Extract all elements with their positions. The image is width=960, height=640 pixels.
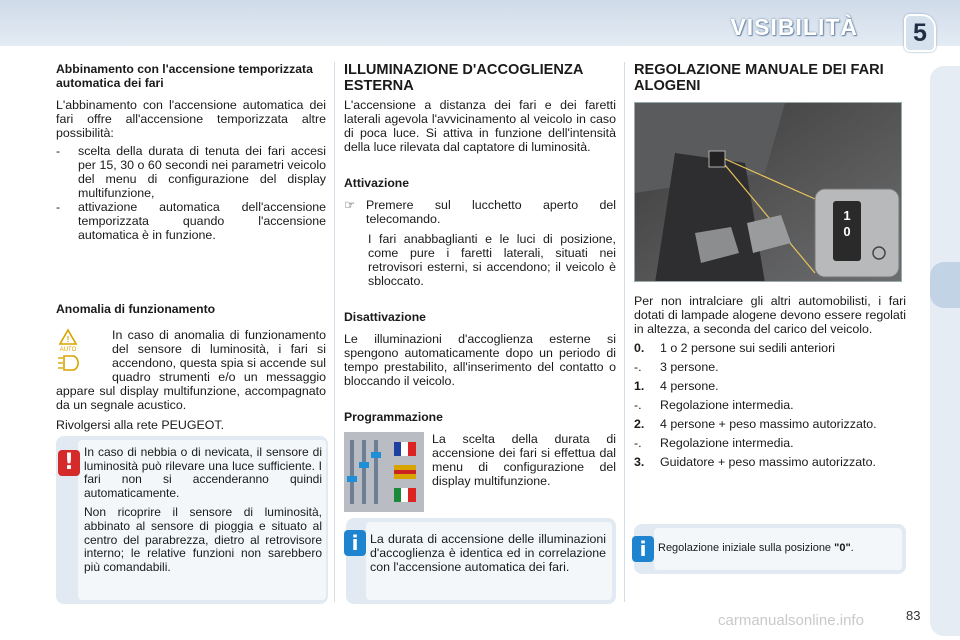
info-text-main: Regolazione iniziale sulla posizione <box>658 542 835 554</box>
list-item-text: 1 o 2 persone sui sedili anteriori <box>660 341 835 355</box>
list-item <box>344 198 616 226</box>
info-text <box>658 542 898 555</box>
section-heading: Attivazione <box>344 176 410 190</box>
list-item <box>634 360 906 374</box>
list-item-text: 3 persone. <box>660 360 719 374</box>
bullet-marker: - <box>56 200 61 214</box>
info-note <box>346 518 616 604</box>
fault-block <box>56 328 326 412</box>
section-heading: Anomalia di funzionamento <box>56 302 216 316</box>
auto-headlamp-warning-icon <box>56 328 112 380</box>
section-heading: Abbinamento con l'accensione temporizzata automatica dei fari <box>56 62 313 90</box>
page-title: VISIBILITÀ <box>730 14 858 40</box>
list-item <box>634 341 906 355</box>
watermark: carmanualsonline.info <box>718 612 864 629</box>
info-icon: i <box>344 530 366 556</box>
hand-pointer-icon: ☞ <box>344 198 356 212</box>
list-item-text: Regolazione intermedia. <box>660 398 794 412</box>
headlamp-adjuster-photo <box>634 102 902 282</box>
configuration-menu-icon <box>344 432 424 512</box>
paragraph: Le illuminazioni d'accoglienza esterne si spengono automaticamente dopo un periodo di tempo prestabilito, all'inserimento del contatto o bloccando il veicolo. <box>344 332 616 388</box>
section-title: REGOLAZIONE MANUALE DEI FARI ALOGENI <box>634 62 884 94</box>
page-number: 83 <box>906 608 921 623</box>
warning-text: In caso di nebbia o di nevicata, il sensore di luminosità può rilevare una luce sufficiente. I fari non si accenderanno quindi automaticamente. <box>84 445 322 500</box>
list-item-key: -. <box>634 360 642 374</box>
side-rail-marker <box>930 262 960 308</box>
info-text-end: . <box>850 542 854 554</box>
dealer-contact: Rivolgersi alla rete PEUGEOT. <box>56 418 225 432</box>
list-item-key: 3. <box>634 455 645 469</box>
list-item-text: 4 persone + peso massimo autorizzato. <box>660 417 877 431</box>
list-item-text: attivazione automatica dell'accensione temporizzata quando l'accensione automatica è in funzione. <box>78 200 326 242</box>
column-welcome-lighting <box>344 62 616 512</box>
list-item-key: 1. <box>634 379 645 393</box>
list-item <box>634 455 906 469</box>
list-item-text: scelta della durata di tenuta dei fari accesi per 15, 30 o 60 secondi nei parametri veicolo del menu di configurazione del display multifunzione, <box>78 144 326 200</box>
list-item <box>56 144 326 200</box>
dial-label-1: 1 <box>843 208 851 223</box>
paragraph: L'accensione a distanza dei fari e dei faretti laterali agevola l'avvicinamento al veicolo in caso di poca luce. Si attiva in funzione dell'intensità della luce rilevata dal captatore di luminosità. <box>344 98 616 154</box>
warning-icon: ! <box>58 450 80 476</box>
list-item-text: Guidatore + peso massimo autorizzato. <box>660 455 876 469</box>
info-value: "0" <box>834 542 851 554</box>
warning-text: Non ricoprire il sensore di luminosità, abbinato al sensore di pioggia e situato al centro del parabrezza, dietro al retrovisore interno; le relative funzioni non sarebbero più comandabili. <box>84 505 322 574</box>
list-item-key: -. <box>634 398 642 412</box>
side-rail <box>930 66 960 636</box>
column-headlamp-adjustment <box>634 62 906 469</box>
programming-block <box>344 432 616 488</box>
column-auto-lighting <box>56 62 326 432</box>
svg-text:!: ! <box>66 335 70 344</box>
paragraph: La scelta della durata di accensione dei fari si effettua dal menu di configurazione del display multifunzione. <box>432 432 616 488</box>
column-divider <box>334 62 335 602</box>
list-item-text: 4 persone. <box>660 379 719 393</box>
section-title: ILLUMINAZIONE D'ACCOGLIENZA ESTERNA <box>344 62 583 94</box>
column-divider <box>624 62 625 602</box>
info-icon: i <box>632 536 654 562</box>
chapter-number: 5 <box>913 19 927 47</box>
list-item <box>56 200 326 242</box>
dial-label-0: 0 <box>843 224 851 239</box>
list-item-text: Premere sul lucchetto aperto del telecomando. <box>366 198 616 226</box>
bullet-marker: - <box>56 144 61 158</box>
chapter-tab <box>904 14 936 52</box>
list-item <box>634 379 906 393</box>
paragraph: Per non intralciare gli altri automobilisti, i fari dotati di lampade alogene devono essere regolati in altezza, a seconda del carico del veicolo. <box>634 294 906 336</box>
list-item-key: 2. <box>634 417 645 431</box>
section-heading: Disattivazione <box>344 310 426 324</box>
list-item <box>634 417 906 431</box>
list-item <box>634 398 906 412</box>
load-position-list <box>634 341 906 469</box>
section-heading: Programmazione <box>344 410 443 424</box>
info-text: La durata di accensione delle illuminazioni d'accoglienza è identica ed in correlazione con l'accensione automatica dei fari. <box>370 532 606 574</box>
list-item <box>634 436 906 450</box>
warning-note <box>56 436 328 604</box>
list-item-key: 0. <box>634 341 645 355</box>
auto-label: AUTO <box>59 347 77 353</box>
list-item-key: -. <box>634 436 642 450</box>
list-item-text: Regolazione intermedia. <box>660 436 794 450</box>
paragraph: I fari anabbaglianti e le luci di posizione, come pure i faretti laterali, situati nei retrovisori esterni, si accendono; il veicolo è sbloccato. <box>368 232 616 288</box>
fault-description: In caso di anomalia di funzionamento del sensore di luminosità, i fari si accendono, questa spia si accende sul quadro strumenti e/o un messaggio appare sul display multifunzione, accompagnato da un segnale acustico. <box>56 328 326 412</box>
info-note <box>634 524 906 574</box>
paragraph: L'abbinamento con l'accensione automatica dei fari offre all'accensione temporizzata altre possibilità: <box>56 98 326 140</box>
